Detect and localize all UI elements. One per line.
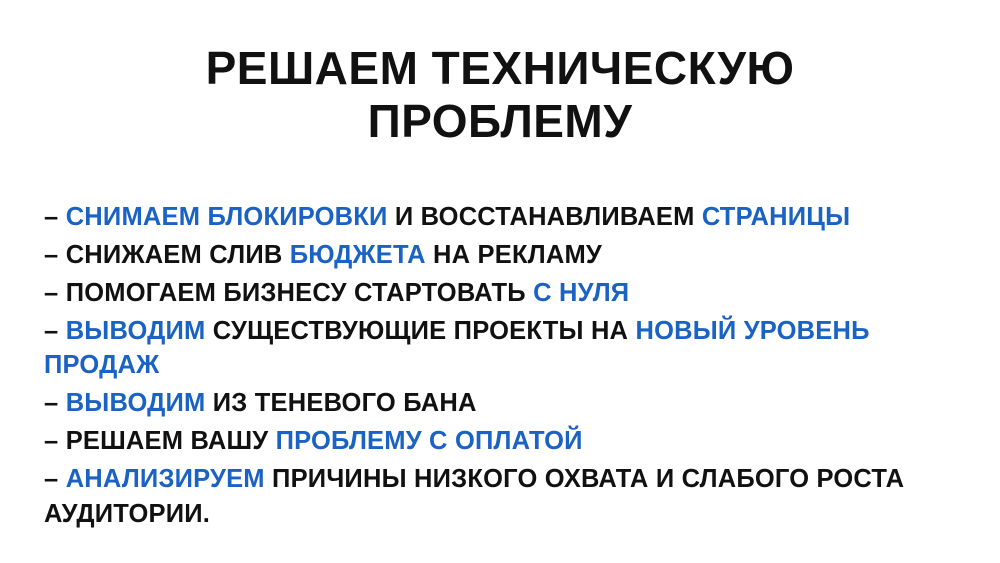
list-item-text: НА РЕКЛАМУ xyxy=(425,240,602,269)
list-item-marker: – xyxy=(44,427,59,456)
list-item-marker: – xyxy=(44,202,59,231)
list-item-text: СНИЖАЕМ СЛИВ xyxy=(65,240,290,269)
list-item-highlight: СТРАНИЦЫ xyxy=(701,202,851,231)
list-item-marker: – xyxy=(44,389,59,418)
list-item-marker: – xyxy=(44,240,59,269)
list-item-text: РЕШАЕМ ВАШУ xyxy=(65,427,276,456)
list-item xyxy=(44,200,956,235)
page-title-line-1: РЕШАЕМ ТЕХНИЧЕСКУЮ xyxy=(205,42,795,94)
list-item xyxy=(44,424,956,459)
list-item-text: СУЩЕСТВУЮЩИЕ ПРОЕКТЫ НА xyxy=(205,316,636,345)
list-item-highlight: С НУЛЯ xyxy=(533,278,630,307)
list-item-highlight: АНАЛИЗИРУЕМ xyxy=(65,465,265,494)
list-item xyxy=(44,276,956,311)
list-item xyxy=(44,314,956,384)
page-title-line-2: ПРОБЛЕМУ xyxy=(367,94,633,147)
list-item-text: ПРИЧИНЫ НИЗКОГО ОХВАТА И СЛАБОГО РОСТА АУДИТОРИИ. xyxy=(44,465,905,529)
list-item-highlight: ПРОБЛЕМУ С ОПЛАТОЙ xyxy=(275,427,583,456)
list-item xyxy=(44,386,956,421)
list-item-highlight: БЮДЖЕТА xyxy=(289,240,426,269)
list-item-marker: – xyxy=(44,465,59,494)
page-title xyxy=(44,42,956,148)
benefits-list xyxy=(44,200,956,532)
list-item-highlight: ВЫВОДИМ xyxy=(65,316,206,345)
list-item-highlight: СНИМАЕМ БЛОКИРОВКИ xyxy=(65,202,388,231)
list-item-highlight: ВЫВОДИМ xyxy=(65,389,206,418)
list-item-text: И ВОССТАНАВЛИВАЕМ xyxy=(387,202,702,231)
list-item xyxy=(44,462,956,532)
list-item xyxy=(44,238,956,273)
list-item-text: ИЗ ТЕНЕВОГО БАНА xyxy=(205,389,477,418)
list-item-text: ПОМОГАЕМ БИЗНЕСУ СТАРТОВАТЬ xyxy=(65,278,534,307)
list-item-marker: – xyxy=(44,278,59,307)
list-item-marker: – xyxy=(44,316,59,345)
list-item-highlight: НОВЫЙ УРОВЕНЬ ПРОДАЖ xyxy=(44,316,870,380)
